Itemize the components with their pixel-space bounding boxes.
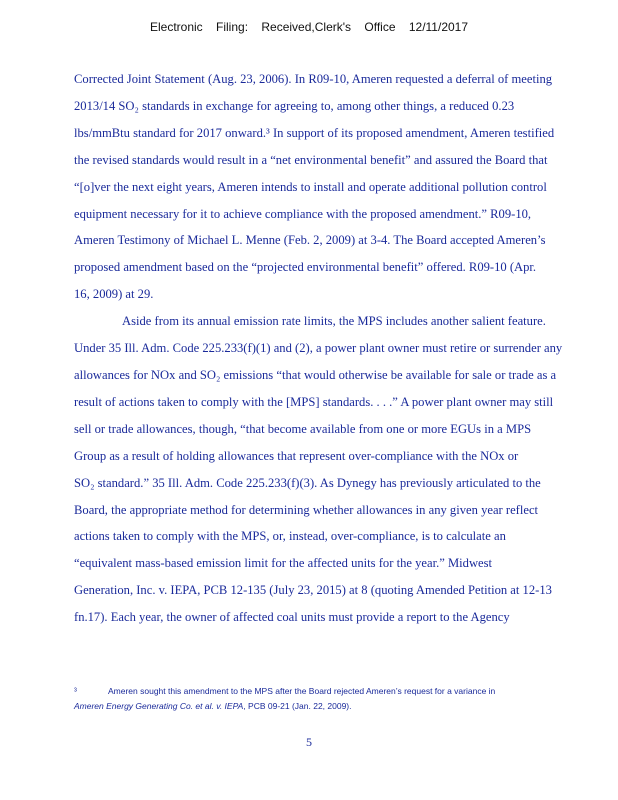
header-word: Office	[364, 20, 396, 34]
header-word: 12/11/2017	[408, 20, 469, 34]
text-line: actions taken to comply with the MPS, or, instead, over-compliance, is to calculate an	[74, 529, 506, 544]
footnote-marker: ³	[74, 686, 77, 696]
text-line: fn.17). Each year, the owner of affected coal units must provide a report to the Agency	[74, 610, 510, 625]
text-line: Group as a result of holding allowances that represent over-compliance with the NOx or	[74, 448, 519, 463]
text-line: proposed amendment based on the “projected environmental benefit” offered. R09-10 (Apr.	[74, 260, 537, 275]
text-line: Board, the appropriate method for determining whether allowances in any given year reflect	[74, 502, 539, 517]
text-line: SO₂ standard.” 35 Ill. Adm. Code 225.233(f)(3). As Dynegy has previously articulated to the	[74, 475, 541, 490]
text-line: Ameren Testimony of Michael L. Menne (Feb. 2, 2009) at 3-4. The Board accepted Ameren’s	[74, 233, 546, 248]
paragraph-first-line: Aside from its annual emission rate limits, the MPS includes another salient feature.	[122, 314, 546, 329]
text-line: Under 35 Ill. Adm. Code 225.233(f)(1) and (2), a power plant owner must retire or surrender any	[74, 341, 563, 356]
filing-stamp-header	[0, 20, 618, 34]
body-text	[74, 66, 594, 631]
text-line: sell or trade allowances, though, “that become available from one or more EGUs in a MPS	[74, 421, 532, 436]
text-line: 2013/14 SO₂ standards in exchange for agreeing to, among other things, a reduced 0.23	[74, 98, 515, 113]
text-line: lbs/mmBtu standard for 2017 onward.³ In support of its proposed amendment, Ameren testified	[74, 125, 555, 140]
header-word: Filing:	[216, 20, 249, 34]
text-line: equipment necessary for it to achieve compliance with the proposed amendment.” R09-10,	[74, 206, 532, 221]
header-word: Received,Clerk's	[261, 20, 352, 34]
footnote-text: Ameren sought this amendment to the MPS after the Board rejected Ameren’s request for a variance in	[108, 686, 496, 696]
footnote-line	[74, 684, 594, 699]
footnote-line	[74, 699, 594, 714]
header-word: Electronic	[149, 20, 203, 34]
text-line: “equivalent mass-based emission limit for the affected units for the year.” Midwest	[74, 556, 493, 571]
footnote-case-name: Ameren Energy Generating Co. et al. v. IEPA	[74, 701, 244, 711]
footnote-citation: , PCB 09-21 (Jan. 22, 2009).	[243, 701, 352, 711]
text-line: Corrected Joint Statement (Aug. 23, 2006). In R09-10, Ameren requested a deferral of meeting	[74, 72, 553, 86]
footnote	[74, 684, 594, 714]
text-line: 16, 2009) at 29.	[74, 287, 154, 302]
text-line: result of actions taken to comply with the [MPS] standards. . . .” A power plant owner may still	[74, 394, 554, 409]
text-line: “[o]ver the next eight years, Ameren intends to install and operate additional pollution control	[74, 179, 547, 194]
text-line: the revised standards would result in a “net environmental benefit” and assured the Board that	[74, 152, 548, 167]
text-line: Generation, Inc. v. IEPA, PCB 12-135 (July 23, 2015) at 8 (quoting Amended Petition at 12-13	[74, 583, 552, 598]
page-number: 5	[306, 735, 312, 749]
text-line: allowances for NOx and SO₂ emissions “that would otherwise be available for sale or trade as a	[74, 367, 557, 382]
